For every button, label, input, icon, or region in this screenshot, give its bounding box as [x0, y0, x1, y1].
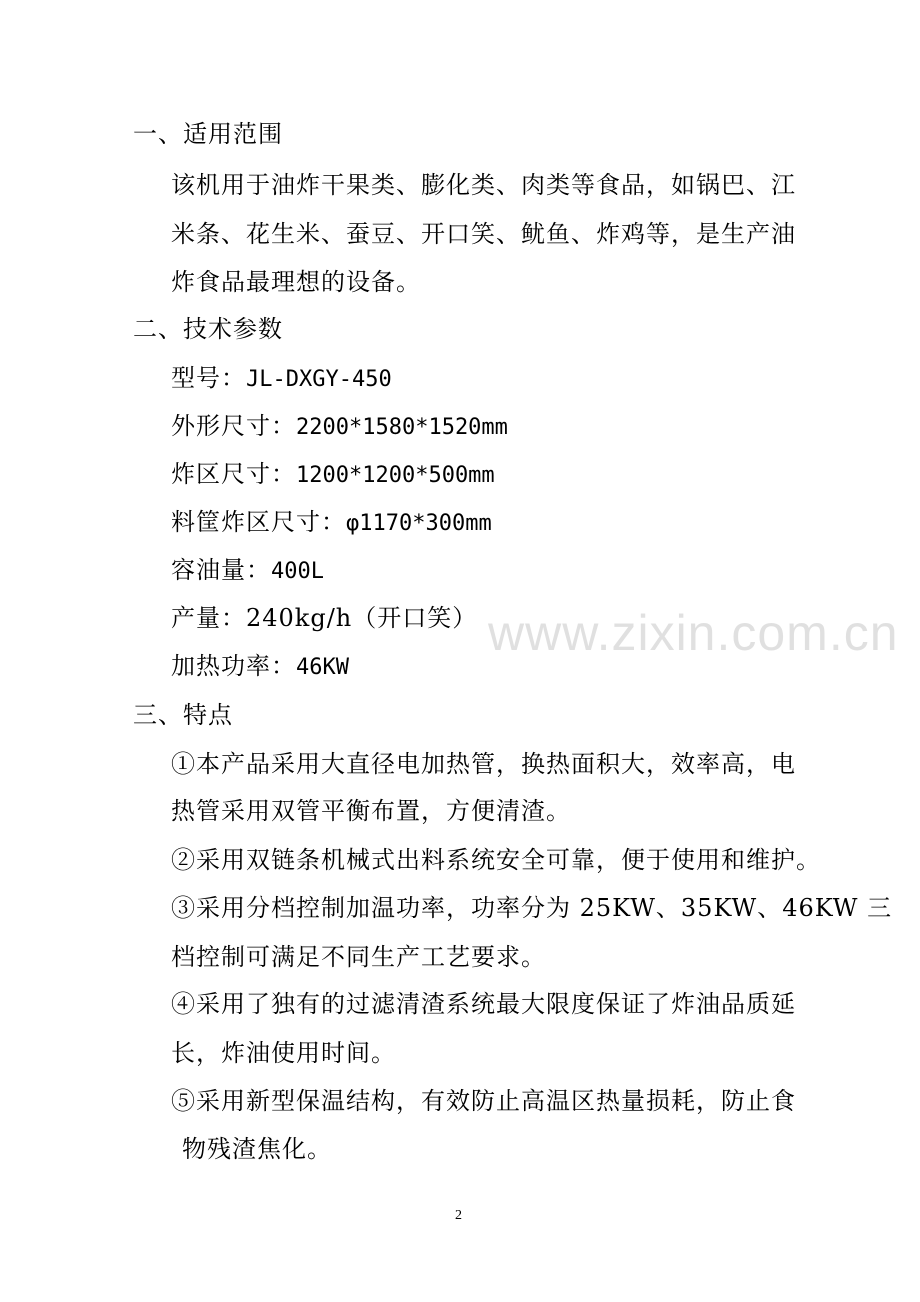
param-fry-zone-size [171, 459, 495, 491]
feature-line-4: ③采用分档控制加温功率，功率分为 25KW、35KW、46KW 三 [171, 894, 893, 922]
scope-line-3: 炸食品最理想的设备。 [171, 268, 421, 296]
feature-line-3: ②采用双链条机械式出料系统安全可靠，便于使用和维护。 [171, 846, 821, 874]
feature-line-6: ④采用了独有的过滤清渣系统最大限度保证了炸油品质延 [171, 990, 796, 1018]
param-heating-power [171, 651, 349, 683]
param-outer-size [171, 411, 508, 443]
param-value: 240kg/h（开口笑） [246, 604, 478, 632]
param-label: 型号： [171, 364, 246, 392]
param-label: 容油量： [171, 556, 271, 584]
section-heading-scope: 一、适用范围 [133, 120, 283, 148]
param-value: 2200*1580*1520mm [296, 415, 508, 440]
param-label: 加热功率： [171, 652, 296, 680]
feature-line-9: 物残渣焦化。 [182, 1135, 332, 1163]
param-label: 料筐炸区尺寸： [171, 508, 346, 536]
scope-line-2: 米条、花生米、蚕豆、开口笑、鱿鱼、炸鸡等，是生产油 [171, 220, 796, 248]
param-value: 1200*1200*500mm [296, 463, 495, 488]
feature-line-1: ①本产品采用大直径电加热管，换热面积大，效率高，电 [171, 750, 796, 778]
section-heading-features: 三、特点 [133, 701, 233, 729]
feature-line-8: ⑤采用新型保温结构，有效防止高温区热量损耗，防止食 [171, 1087, 796, 1115]
param-value: 46KW [296, 655, 349, 680]
param-label: 产量： [171, 604, 246, 632]
feature-line-7: 长，炸油使用时间。 [171, 1039, 396, 1067]
scope-line-1: 该机用于油炸干果类、膨化类、肉类等食品，如锅巴、江 [171, 171, 796, 199]
feature-line-2: 热管采用双管平衡布置，方便清渣。 [171, 797, 571, 825]
param-output [171, 603, 477, 633]
watermark: www.zixin.com.cn [488, 605, 899, 661]
section-heading-params: 二、技术参数 [133, 315, 283, 343]
param-value: φ1170*300mm [346, 511, 492, 536]
param-label: 炸区尺寸： [171, 460, 296, 488]
param-oil-capacity [171, 555, 324, 587]
param-value: 400L [271, 559, 324, 584]
param-label: 外形尺寸： [171, 412, 296, 440]
page-number: 2 [455, 1208, 462, 1223]
feature-line-5: 档控制可满足不同生产工艺要求。 [171, 943, 546, 971]
param-basket-zone-size [171, 507, 492, 539]
param-model [171, 363, 392, 395]
param-value: JL-DXGY-450 [246, 367, 392, 392]
